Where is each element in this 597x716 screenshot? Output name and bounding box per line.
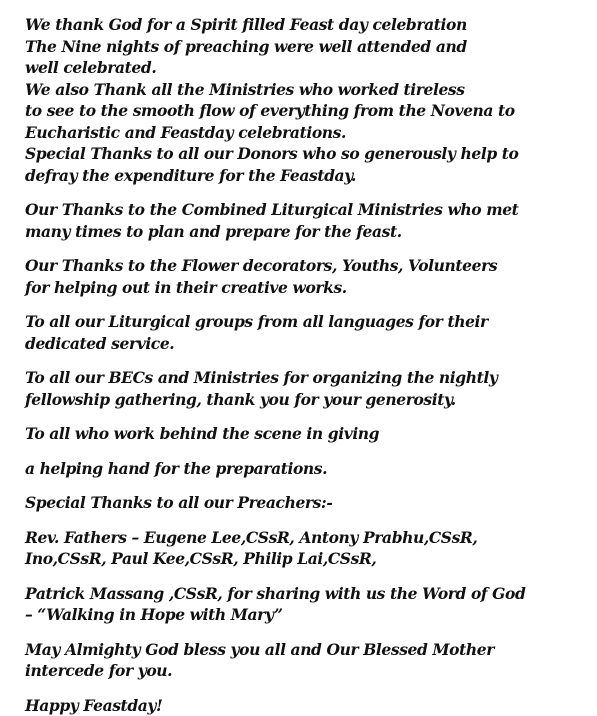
text-line: We also Thank all the Ministries who worked tireless: [25, 79, 585, 101]
text-line: Eucharistic and Feastday celebrations.: [25, 122, 585, 144]
text-line: – “Walking in Hope with Mary”: [25, 604, 585, 626]
paragraph-opening: [25, 14, 585, 186]
text-line: to see to the smooth flow of everything from the Novena to: [25, 100, 585, 122]
text-line: Our Thanks to the Combined Liturgical Ministries who met: [25, 199, 585, 221]
text-line: Ino,CSsR, Paul Kee,CSsR, Philip Lai,CSsR,: [25, 548, 585, 570]
text-line: defray the expenditure for the Feastday.: [25, 165, 585, 187]
text-line: Our Thanks to the Flower decorators, Youths, Volunteers: [25, 255, 585, 277]
paragraph-helping-hand: [25, 458, 585, 480]
text-line: May Almighty God bless you all and Our Blessed Mother: [25, 639, 585, 661]
text-line: To all who work behind the scene in giving: [25, 423, 585, 445]
paragraph-word-of-god: [25, 583, 585, 626]
paragraph-liturgical-ministries: [25, 199, 585, 242]
text-line: The Nine nights of preaching were well attended and: [25, 36, 585, 58]
text-line: To all our BECs and Ministries for organizing the nightly: [25, 367, 585, 389]
text-line: a helping hand for the preparations.: [25, 458, 585, 480]
paragraph-becs: [25, 367, 585, 410]
text-line: intercede for you.: [25, 660, 585, 682]
paragraph-flower-decorators: [25, 255, 585, 298]
text-line: Special Thanks to all our Donors who so generously help to: [25, 143, 585, 165]
paragraph-behind-scene: [25, 423, 585, 445]
text-line: for helping out in their creative works.: [25, 277, 585, 299]
text-line: fellowship gathering, thank you for your generosity.: [25, 389, 585, 411]
paragraph-blessing: [25, 639, 585, 682]
text-line: Rev. Fathers – Eugene Lee,CSsR, Antony Prabhu,CSsR,: [25, 527, 585, 549]
closing-greeting: Happy Feastday!: [25, 695, 585, 716]
text-line: Patrick Massang ,CSsR, for sharing with us the Word of God: [25, 583, 585, 605]
text-line: well celebrated.: [25, 57, 585, 79]
paragraph-liturgical-groups: [25, 311, 585, 354]
paragraph-preacher-names: [25, 527, 585, 570]
text-line: many times to plan and prepare for the feast.: [25, 221, 585, 243]
text-line: dedicated service.: [25, 333, 585, 355]
thank-you-letter: [25, 14, 585, 716]
text-line: Special Thanks to all our Preachers:-: [25, 492, 585, 514]
paragraph-preachers-heading: [25, 492, 585, 514]
paragraph-closing: [25, 695, 585, 716]
text-line: We thank God for a Spirit filled Feast day celebration: [25, 14, 585, 36]
text-line: To all our Liturgical groups from all languages for their: [25, 311, 585, 333]
